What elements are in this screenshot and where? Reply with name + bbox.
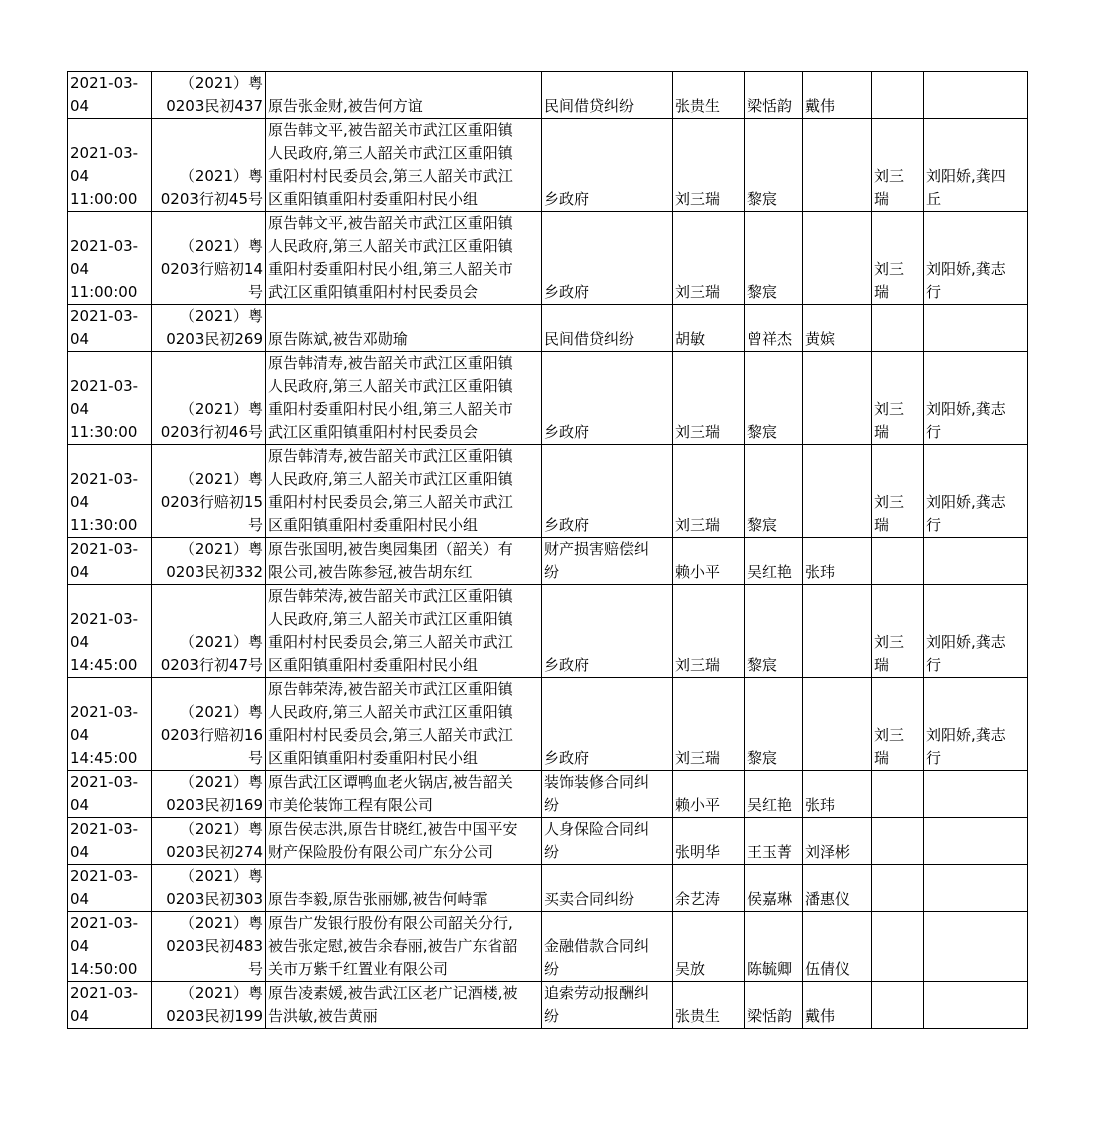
clerk-cell: 侯嘉琳 (745, 865, 803, 912)
collegiate-panel-cell: 刘阳娇,龚四 丘 (924, 119, 1028, 212)
case-number-cell: （2021）粤 0203行初46号 (152, 352, 266, 445)
table-row (68, 212, 1028, 305)
table-row (68, 912, 1028, 982)
hearing-date-cell: 2021-03- 04 14:45:00 (68, 678, 152, 771)
panel-member-cell: 张玮 (803, 538, 872, 585)
clerk-cell: 黎宸 (745, 352, 803, 445)
panel-member-cell (803, 119, 872, 212)
clerk-cell: 吴红艳 (745, 771, 803, 818)
judge-cell: 张贵生 (673, 982, 745, 1029)
case-number-cell: （2021）粤 0203民初274 (152, 818, 266, 865)
presiding-cell: 刘三 瑞 (872, 445, 924, 538)
collegiate-panel-cell: 刘阳娇,龚志 行 (924, 212, 1028, 305)
cause-of-action-cell: 民间借贷纠纷 (542, 72, 673, 119)
cause-of-action-cell: 财产损害赔偿纠 纷 (542, 538, 673, 585)
collegiate-panel-cell (924, 912, 1028, 982)
clerk-cell: 黎宸 (745, 678, 803, 771)
hearing-date-cell: 2021-03- 04 11:00:00 (68, 212, 152, 305)
presiding-cell (872, 865, 924, 912)
parties-cell: 原告张金财,被告何方谊 (266, 72, 542, 119)
hearing-date-cell: 2021-03- 04 (68, 818, 152, 865)
presiding-cell: 刘三 瑞 (872, 585, 924, 678)
hearing-date-cell: 2021-03- 04 (68, 982, 152, 1029)
cause-of-action-cell: 装饰装修合同纠 纷 (542, 771, 673, 818)
panel-member-cell (803, 678, 872, 771)
judge-cell: 余艺涛 (673, 865, 745, 912)
collegiate-panel-cell (924, 538, 1028, 585)
panel-member-cell: 黄嫔 (803, 305, 872, 352)
presiding-cell (872, 305, 924, 352)
presiding-cell: 刘三 瑞 (872, 352, 924, 445)
parties-cell: 原告韩文平,被告韶关市武江区重阳镇 人民政府,第三人韶关市武江区重阳镇 重阳村村民委员会,第三人韶关市武江 区重阳镇重阳村委重阳村民小组 (266, 119, 542, 212)
judge-cell: 刘三瑞 (673, 585, 745, 678)
cause-of-action-cell: 乡政府 (542, 585, 673, 678)
table-row (68, 305, 1028, 352)
hearing-date-cell: 2021-03- 04 11:30:00 (68, 352, 152, 445)
panel-member-cell (803, 445, 872, 538)
cause-of-action-cell: 乡政府 (542, 678, 673, 771)
case-number-cell: （2021）粤 0203行初47号 (152, 585, 266, 678)
clerk-cell: 黎宸 (745, 119, 803, 212)
presiding-cell (872, 771, 924, 818)
clerk-cell: 陈毓卿 (745, 912, 803, 982)
case-number-cell: （2021）粤 0203民初483 号 (152, 912, 266, 982)
cause-of-action-cell: 民间借贷纠纷 (542, 305, 673, 352)
judge-cell: 张贵生 (673, 72, 745, 119)
case-number-cell: （2021）粤 0203民初169 (152, 771, 266, 818)
hearing-date-cell: 2021-03- 04 14:45:00 (68, 585, 152, 678)
presiding-cell: 刘三 瑞 (872, 678, 924, 771)
panel-member-cell: 伍倩仪 (803, 912, 872, 982)
parties-cell: 原告韩文平,被告韶关市武江区重阳镇 人民政府,第三人韶关市武江区重阳镇 重阳村委重阳村民小组,第三人韶关市 武江区重阳镇重阳村村民委员会 (266, 212, 542, 305)
presiding-cell: 刘三 瑞 (872, 212, 924, 305)
collegiate-panel-cell: 刘阳娇,龚志 行 (924, 352, 1028, 445)
parties-cell: 原告广发银行股份有限公司韶关分行, 被告张定慰,被告余春丽,被告广东省韶 关市万紫千红置业有限公司 (266, 912, 542, 982)
panel-member-cell (803, 585, 872, 678)
panel-member-cell (803, 212, 872, 305)
clerk-cell: 梁恬韵 (745, 72, 803, 119)
case-number-cell: （2021）粤 0203民初199 (152, 982, 266, 1029)
cause-of-action-cell: 乡政府 (542, 119, 673, 212)
case-number-cell: （2021）粤 0203行赔初14 号 (152, 212, 266, 305)
collegiate-panel-cell: 刘阳娇,龚志 行 (924, 585, 1028, 678)
case-number-cell: （2021）粤 0203行初45号 (152, 119, 266, 212)
parties-cell: 原告侯志洪,原告甘晓红,被告中国平安 财产保险股份有限公司广东分公司 (266, 818, 542, 865)
judge-cell: 张明华 (673, 818, 745, 865)
table-row (68, 72, 1028, 119)
court-schedule-table (67, 71, 1028, 1029)
collegiate-panel-cell (924, 72, 1028, 119)
clerk-cell: 黎宸 (745, 212, 803, 305)
parties-cell: 原告陈斌,被告邓勋瑜 (266, 305, 542, 352)
parties-cell: 原告韩清寿,被告韶关市武江区重阳镇 人民政府,第三人韶关市武江区重阳镇 重阳村委重阳村民小组,第三人韶关市 武江区重阳镇重阳村村民委员会 (266, 352, 542, 445)
table-row (68, 818, 1028, 865)
case-number-cell: （2021）粤 0203民初269 (152, 305, 266, 352)
hearing-date-cell: 2021-03- 04 (68, 771, 152, 818)
case-number-cell: （2021）粤 0203行赔初15 号 (152, 445, 266, 538)
judge-cell: 赖小平 (673, 771, 745, 818)
hearing-date-cell: 2021-03- 04 (68, 865, 152, 912)
presiding-cell (872, 982, 924, 1029)
panel-member-cell: 潘惠仪 (803, 865, 872, 912)
table-row (68, 678, 1028, 771)
presiding-cell (872, 538, 924, 585)
panel-member-cell: 戴伟 (803, 982, 872, 1029)
parties-cell: 原告韩荣涛,被告韶关市武江区重阳镇 人民政府,第三人韶关市武江区重阳镇 重阳村村民委员会,第三人韶关市武江 区重阳镇重阳村委重阳村民小组 (266, 678, 542, 771)
cause-of-action-cell: 人身保险合同纠 纷 (542, 818, 673, 865)
parties-cell: 原告李毅,原告张丽娜,被告何峙霏 (266, 865, 542, 912)
table-row (68, 352, 1028, 445)
hearing-date-cell: 2021-03- 04 (68, 538, 152, 585)
parties-cell: 原告凌素媛,被告武江区老广记酒楼,被 告洪敏,被告黄丽 (266, 982, 542, 1029)
parties-cell: 原告韩荣涛,被告韶关市武江区重阳镇 人民政府,第三人韶关市武江区重阳镇 重阳村村民委员会,第三人韶关市武江 区重阳镇重阳村委重阳村民小组 (266, 585, 542, 678)
case-number-cell: （2021）粤 0203民初437 (152, 72, 266, 119)
judge-cell: 刘三瑞 (673, 352, 745, 445)
judge-cell: 赖小平 (673, 538, 745, 585)
clerk-cell: 曾祥杰 (745, 305, 803, 352)
judge-cell: 刘三瑞 (673, 678, 745, 771)
cause-of-action-cell: 乡政府 (542, 445, 673, 538)
judge-cell: 刘三瑞 (673, 445, 745, 538)
clerk-cell: 吴红艳 (745, 538, 803, 585)
hearing-date-cell: 2021-03- 04 11:00:00 (68, 119, 152, 212)
hearing-date-cell: 2021-03- 04 11:30:00 (68, 445, 152, 538)
judge-cell: 吴放 (673, 912, 745, 982)
parties-cell: 原告武江区谭鸭血老火锅店,被告韶关 市美伦装饰工程有限公司 (266, 771, 542, 818)
presiding-cell: 刘三 瑞 (872, 119, 924, 212)
panel-member-cell (803, 352, 872, 445)
table-row (68, 865, 1028, 912)
judge-cell: 刘三瑞 (673, 119, 745, 212)
clerk-cell: 黎宸 (745, 585, 803, 678)
presiding-cell (872, 818, 924, 865)
presiding-cell (872, 912, 924, 982)
table-row (68, 119, 1028, 212)
cause-of-action-cell: 乡政府 (542, 352, 673, 445)
panel-member-cell: 戴伟 (803, 72, 872, 119)
judge-cell: 刘三瑞 (673, 212, 745, 305)
hearing-date-cell: 2021-03- 04 (68, 72, 152, 119)
table-row (68, 982, 1028, 1029)
cause-of-action-cell: 买卖合同纠纷 (542, 865, 673, 912)
collegiate-panel-cell (924, 818, 1028, 865)
panel-member-cell: 刘泽彬 (803, 818, 872, 865)
collegiate-panel-cell (924, 982, 1028, 1029)
case-number-cell: （2021）粤 0203民初332 (152, 538, 266, 585)
hearing-date-cell: 2021-03- 04 (68, 305, 152, 352)
parties-cell: 原告张国明,被告奥园集团（韶关）有 限公司,被告陈参冠,被告胡东红 (266, 538, 542, 585)
clerk-cell: 梁恬韵 (745, 982, 803, 1029)
cause-of-action-cell: 追索劳动报酬纠 纷 (542, 982, 673, 1029)
table-row (68, 585, 1028, 678)
case-number-cell: （2021）粤 0203行赔初16 号 (152, 678, 266, 771)
collegiate-panel-cell (924, 771, 1028, 818)
cause-of-action-cell: 乡政府 (542, 212, 673, 305)
panel-member-cell: 张玮 (803, 771, 872, 818)
case-number-cell: （2021）粤 0203民初303 (152, 865, 266, 912)
collegiate-panel-cell (924, 865, 1028, 912)
judge-cell: 胡敏 (673, 305, 745, 352)
table-row (68, 445, 1028, 538)
parties-cell: 原告韩清寿,被告韶关市武江区重阳镇 人民政府,第三人韶关市武江区重阳镇 重阳村村民委员会,第三人韶关市武江 区重阳镇重阳村委重阳村民小组 (266, 445, 542, 538)
collegiate-panel-cell (924, 305, 1028, 352)
table-row (68, 771, 1028, 818)
cause-of-action-cell: 金融借款合同纠 纷 (542, 912, 673, 982)
collegiate-panel-cell: 刘阳娇,龚志 行 (924, 678, 1028, 771)
collegiate-panel-cell: 刘阳娇,龚志 行 (924, 445, 1028, 538)
presiding-cell (872, 72, 924, 119)
clerk-cell: 黎宸 (745, 445, 803, 538)
clerk-cell: 王玉菁 (745, 818, 803, 865)
hearing-date-cell: 2021-03- 04 14:50:00 (68, 912, 152, 982)
table-row (68, 538, 1028, 585)
